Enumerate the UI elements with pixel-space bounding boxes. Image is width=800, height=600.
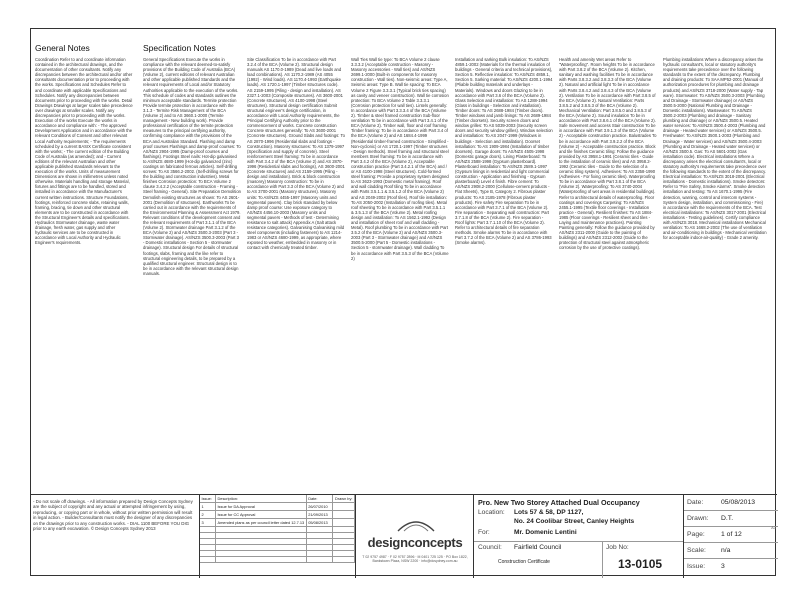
issue-row (684, 559, 778, 575)
page-row (684, 527, 778, 543)
spec-notes-column-6: Plumbing installations Where a discrepancy arises the hydraulic consultant's, local or statutory authority's requirements take precedence over the following standards to the extent of the discrepancy. Plumbing and draining products: To SAA MP52-2001 (Manual of authorization procedures for plumbing and drainage products) and AS/NZS 3718-2000 (Water supply - Tap ware). Stormwater: To AS/NZS 3500.3-2003 (Plumbing and Drainage - Stormwater drainage) or AS/NZS 3500.5-2000 (National Plumbing and Drainage - Domestic installations). Wastewater: To AS/NZS 3500.2-2003 (Plumbing and drainage - Sanitary plumbing and drainage) or AS/NZS 3500.5. Heated water services: To AS/NZS 3500.4-2003 (Plumbing and drainage - Heated water services) or AS/NZS 3500.5. Freshwater: To AS/NZS 3500.1-2003 (Plumbing and Drainage - Water services) and AS/NZS 3500.4-2003 (Plumbing and Drainage - Heated water services) or AS/NZS 3500.5. Gas: To AS 5601-2002 (Gas installation code). Electrical installations Where a discrepancy arises the electrical consultant's, local or statutory authority's requirements take precedence over the following standards to the extent of the discrepancy. Electrical installation: To AS/NZS 3018-2001 (Electrical installations - Domestic installations). Smoke detectors: Refer to "Fire Safety, Smoke Alarms". Smoke detection installation and testing: To AS 1670.1-1995 (Fire detection, warning, control and intercom systems - System design, installation, and commissioning - Fire) in accordance with the requirements of the BCA. Test electrical installations: To AS/NZS 3017-2001 (Electrical installations - Testing guidelines). Certify compliance with AS/NZS 3018. Mechanical installations Mechanical ventilation: To AS 1668.2-2002 (The use of ventilation and air-conditioning in buildings - Mechanical ventilation for acceptable indoor-air-quality) - Grade 2 amenity. (663, 57, 767, 241)
issue-date: 05/08/2013 (306, 519, 333, 527)
design-concepts-logo-icon (396, 515, 436, 533)
page-label: Page: (687, 531, 705, 538)
issue-number: 2 (200, 511, 215, 519)
table-row (200, 503, 355, 511)
sheet-size: A3 (771, 525, 776, 530)
general-notes-body: Coordination Refer to and coordinate information contained in the architectural drawings, and the documentation of other consultants. Notify any discrepancies between the architectural and/or other consultants documentation prior to proceeding with the works. Specifications and Schedules Refer to and coordinate with applicable Specifications and Schedules. Notify any discrepancies between documents prior to proceeding with the works. Detail Drawings Drawings at larger scales take precedence over drawings at smaller scales. Notify any discrepancies prior to proceeding with the works. Execution of the works Execute the works in accordance and compliance with: - The approved Development Application and in accordance with the relevant Conditions of Consent and other relevant Local Authority requirements; - The requirements scheduled by a current BASIX Certificate consistent with the works; - The current edition of the Building Code of Australia (as amended); and - Current editions of the relevant Australian and other applicable published standards relevant to the execution of the works. Units of measurement Dimensions are shown in millimetres unless noted otherwise. Materials handling and storage Material, fixtures and fittings are to be handled, stored and installed in accordance with the Manufacturer's current written instructions. Structure Foundations, footings, reinforced concrete slabs, retaining walls, framing, bracing, tie down and other structural elements are to be constructed in accordance with the Structural Engineer's details and specifications. Hydraulics Stormwater drainage, waste water drainage, fresh water, gas supply and other hydraulic services are to be constructed in accordance with Local Authority and Hydraulic Engineer's requirements. (35, 57, 133, 246)
firm-contact: T 02 9757 4987 · F 02 9757 2896 · M 0401 725 125 · PO Box 1822, Bankstown Plaza, NSW 2200 · info@dcsydney.com.au (362, 555, 468, 564)
issue-date: 26/07/2010 (306, 503, 333, 511)
scale-value: n/a (721, 547, 731, 554)
table-row (200, 511, 355, 519)
issue-drawn-by (333, 519, 355, 527)
issue-register (199, 495, 355, 578)
issue-drawn-by (333, 511, 355, 519)
issue-table (200, 495, 355, 563)
empty-cell (215, 557, 306, 563)
divider (602, 541, 603, 578)
issue-drawn-by (333, 503, 355, 511)
drawn-row (684, 511, 778, 527)
issue-number: 1 (200, 503, 215, 511)
table-row (200, 557, 355, 563)
table-row (200, 519, 355, 527)
firm-panel (355, 495, 473, 578)
drawn-label: Drawn: (687, 515, 709, 522)
drawing-sheet (30, 28, 776, 576)
date-col-header: Date: (306, 495, 333, 503)
empty-cell (306, 557, 333, 563)
location-line-2: No. 24 Coolibar Street, Canley Heights (514, 518, 635, 525)
issue-col-header: Issue: (200, 495, 215, 503)
drawn-by-col-header: Drawn by: (334, 496, 353, 501)
council-name: Fairfield Council (514, 544, 562, 551)
date-value: 05/08/2013 (721, 499, 756, 506)
location-label: Location: (478, 509, 505, 516)
spec-notes-column-4: Installation and sarking Bulk insulation: To AS/NZS 4859.1-2002 (Materials for the thermal insulation of buildings - General criteria and technical provisions), Section 5. Reflective insulation: To AS/NZS 4859.1, Section 5. Sarking material: To AS/NZS 4200.1-1994 (Pliable building materials and underlays - Materials). Windows and doors Glazing to be in accordance with Part 3.6 of the BCA (Volume 2). Glass Selection and installation: To AS 1288-1994 (Glass in buildings - Selection and installation). Timber doors: To AS 2688-1984 (Timber doors). Timber windows and jamb linings: To AS 2689-1984 (Timber doorsets). Security screen doors and window grilles: To AS 5039-2003 (Security screen doors and security window grilles). Window selection and installation: To AS 2047-1999 (Windows in buildings - Selection and installation). Doorset installation: To AS 1909-1984 (Installation of timber doorsets). Garage doors: To AS/NZS 4505-1998 (Domestic garage doors). Lining Plasterboard: To AS/NZS 2588-1998 (Gypsum plasterboard). Plasterboard installation: To AS/NZS 2589.1-1997 (Gypsum linings in residential and light commercial construction - Application and finishing - Gypsum plasterboard) Level 4 finish. Fibre cement: To AS/NZS 2908.2-2000 (Cellulose-cement products - Flat Sheets), Type B, Category 2. Fibrous plaster products: To AS 2185-1978 (Fibrous plaster products). Fire safety Fire separation To be in accordance with Part 3.7.1 of the BCA (Volume 2). Fire separation - Separating wall construction: Part 3.7.1.8 of the BCA (Volume 2). Fire separation - Roof lights: Part 3.7.1.10 of the BCA (Volume 2). Refer to architectural details of fire separation methods. Smoke alarms To be in accordance with Part 3.7.2 of the BCA (Volume 2) and AS 3786-1993 (Smoke alarms). (455, 57, 553, 246)
location-line-1: Lots 57 & 58, DP 1127, (514, 509, 584, 516)
general-drawing-notes: - Do not scale off drawings. - All information prepared by Design Concepts Sydney are the subject of copyright and any actual or attempted infringement by using, reproducing, or copying part or in whole, without prior written permission will result in legal action. - Builder/Consultants must notify the designer of any discrepancies on the drawings prior to any construction works. - DIAL 1100 BEFORE YOU DIG prior to any earth excavation. © Design Concepts Sydney 2013 (33, 499, 193, 532)
date-row (684, 495, 778, 511)
specification-notes-heading: Specification Notes (143, 43, 216, 53)
issue-description: Issue for CC Approval (215, 511, 306, 519)
title-block (31, 494, 777, 577)
spec-notes-column-2: Site Classification To be in accordance with Part 3.2.4 of the BCA (Volume 2). Structural design manuals AS 1170.0-1989 (Dead and live loads and load combinations). AS 1170.2-1989 (AS 4055 (1992) - Wind loads). AS 1170.4-1993 (Earthquake loads). AS 1720.1-1997 (Timber structures code). AS 2159-1995 (Piling - design and installation). AS 2327.1-2003 (Composite structures). AS 3600-2001 (Concrete structures). AS 4100-1998 (Steel structures). Structural design certification Submit structural engineer's design certification, in accordance with Local Authority requirements, the Principal Certifying Authority prior to the commencement of works. Concrete construction Concrete structures generally: To AS 3600-2001 (Concrete structures). Ground Slabs and footings: To AS 2870-1996 (Residential slabs and footings - Construction). Masonry structures: To AS 1379-1997 (Specification and supply of concrete). Steel reinforcement Steel framing: To be in accordance with Part 3.4.2 of the BCA (Volume 2) and AS 2870-1996 (Residential slabs and footings), AS 3600-2001 (Concrete structures) and AS 2159-1995 (Piling - design and installation). Brick & block construction (masonry) Masonry construction: To be in accordance with Part 3.3 of the BCA (Volume 2) and to AS 3700-2001 (Masonry structures). Masonry units: To AS/NZS 4455-1997 (Masonry units and segmental pavers). Clay brick standard by below damp proof course: Use exposure category to AS/NZS 4456.10-2003 (Masonry units and segmental pavers - Methods of test - Determining resistance to salt attack) Appendix A (Salt attack resistance categories). Galvanising Galvanising mild steel components (including fasteners) to AS 1214-1983 or AS/NZS 4680-1999, as appropriate, where exposed to weather, embedded in masonry or in contact with chemically treated timber. (247, 57, 345, 251)
project-title: Pro. New Two Storey Attached Dual Occupancy (478, 498, 640, 507)
spec-notes-column-3: Wall Ties Wall tie type: To BCA Volume 2 clause 3.3.3.2 (Acceptable construction - Masonry - Masonry accessories - Wall ties) and AS/NZS 2699.1-2000 (Built-in components for masonry construction - Wall ties). Non-seismic areas: Type A, Seismic areas: Type B. Wall tie spacing: To BCA Volume 2 Figure 3.3.3.1 (Typical brick ties spacing) as cavity and veneer construction). Wall tie corrosion protection: To BCA Volume 2 Table 3.3.3.1 (Corrosion protection for wall ties). Lintels generally: In accordance with Part 3.3.3.4 of the BCA (Volume 2). Timber & steel framed construction Sub-floor ventilation To be in accordance with Part 3.4.1 of the BCA (Volume 2). Timber wall, floor and roof framing Timber framing: To be in accordance with Part 3.4 of the BCA (Volume 2) and AS 1684.4-1999 (Residential timber-framed construction - Simplified - Non-cyclonic) or AS 1720.1-1997 (Timber structures - Design methods). Steel framing and structural steel members Steel framing: To be in accordance with Part 3.4.2 of the BCA (Volume 2), Acceptable construction practice (Part 3.4.2.1 of the BCA) and / or AS 4100-1998 (Steel structures). Cold-formed steel framing: Provide a proprietary system designed to AS 3623-1993 (Domestic metal framing). Roof and wall cladding Roof tiling To be in accordance with Parts 3.5.1.1 & 3.5.1.2 of the BCA (Volume 2) and AS 2049-2002 (Roof tiles). Roof tile installation: To AS 2050-2002 (Installation of roofing tiles). Metal roof sheeting To be in accordance with Part 3.5.1.1 & 3.5.1.3 of the BCA (Volume 2). Metal roofing design and installation: To AS 1562.1-1992 (Design and installation of sheet roof and wall cladding - Metal). Roof plumbing To be in accordance with Part 3.5.2 of the BCA (Volume 2) and AS/NZS 3500.3-2003 (Part 3 - Stormwater drainage) and AS/NZS 3500.5-2000 (Part 5 - Domestic installations - Section 5 - stormwater drainage). Wall cladding To be in accordance with Part 3.5.3 of the BCA (Volume 2) (351, 57, 449, 261)
issue-date: 21/09/2013 (306, 511, 333, 519)
job-number-label: Job No: (606, 544, 629, 551)
scale-label: Scale: (687, 547, 706, 554)
issue-table-header (200, 495, 355, 503)
empty-cell (333, 557, 355, 563)
stage: Construction Certificate (498, 559, 550, 565)
drawn-value: D.T. (721, 515, 734, 522)
client-name: Mr. Domenic Lentini (514, 529, 577, 536)
client-label: For: (478, 529, 490, 536)
issue-label: Issue: (687, 563, 706, 570)
job-number: 13-0105 (618, 557, 663, 571)
spec-notes-column-5: Health and amenity Wet areas Refer to "Waterproofing". Room heights To be in accordance with Part 3.8.2 of the BCA (Volume 2). Kitchen, sanitary and washing facilities To be in accordance with Parts 3.8.3.2 and 3.8.3.3 of the BCA (Volume 2). Natural and artificial light To be in accordance with Parts 3.8.4.2 and 3.8.4.3 of the BCA (Volume 2). Ventilation To be in accordance with Part 3.8.5 of the BCA (Volume 2). Natural Ventilation: Parts 3.8.5.2 and 3.8.5.3 of the BCA (Volume 2). Mechanical Ventilation: Part 3.8.5.0 and 3.8.5.3 of the BCA (Volume 2). Sound insulation To be in accordance with Part 3.8.6.1 of the BCA (Volume 2). Safe movement and access Stair construction To be in accordance with Part 3.9.1.3 of the BCA (Volume 2) - Acceptable construction practice. Balustrades To be in accordance with Part 3.9.2.2 of the BCA (Volume 2) - Acceptable construction practice. Block and tile finishes Ceramic tiling: Follow the guidance provided by AS 3958.1-1991 (Ceramic tiles - Guide to the installation of ceramic tiles) and AS 3958.2-1992 (Ceramic tiles - Guide to the selection of a ceramic tiling system). Adhesives: To AS 2358-1990 (Adhesives - For fixing ceramic tiles). Waterproofing To be in accordance with Part 3.8.1 of the BCA (Volume 2). Waterproofing: To AS 3740-2004 (Waterproofing of wet areas in residential buildings). Refer to architectural details of waterproofing. Floor coatings and coverings Carpeting: To AS/NZS 2455.1-1995 (Textile floor coverings - Installation practice - General). Resilient finishes: To AS 1884-1985 (Floor coverings - Resilient sheet and tiles - Laying and maintenance practices). Painting Painting generally: Follow the guidance provided by AS/NZS 2311-2000 (Guide to the painting of buildings) and AS/NZS 2312-2002 (Guide to the protection of structural steel against atmospheric corrosion by the use of protective coatings). (559, 57, 657, 251)
date-label: Date: (687, 499, 704, 506)
general-notes-heading: General Notes (35, 43, 90, 53)
project-panel (473, 495, 683, 578)
sheet-metadata (683, 495, 777, 578)
issue-description: Issue for DA Approval (215, 503, 306, 511)
empty-cell (200, 557, 215, 563)
scale-row (684, 543, 778, 559)
issue-number: 3 (200, 519, 215, 527)
page-value: 1 of 12 (721, 531, 742, 538)
council-label: Council: (478, 544, 502, 551)
issue-description: Amended plans as per council letter dated 12.7.13 (217, 520, 305, 525)
description-col-header: Description: (215, 495, 306, 503)
firm-name: designconcepts (367, 535, 463, 550)
spec-notes-column-1: General Specifications Execute the works in compliance with the relevant deemed-to-satisfy provisions of the Building Code of Australia (BCA) (Volume 2), current editions of relevant Australian and other applicable published Standards and the relevant requirements of Local and/or Statutory Authorities applicable to the execution of the works. This schedule of codes and standards outlines the minimum acceptable standards. Termite protection Provide termite protection in accordance with the 3.1.3 - Termite Risk Management of the BCA (Volume 2) and to AS 3660.1-2000 (Termite management - New building work). Provide professional certification of the termite protection measures to the principal certifying authority, confirming compliance with the provisions of the BCA and Australian Standard. Flashing and damp proof courses Flashings and damp-proof courses: To AS/NZS 2904-1995 (Damp-proof courses and flashings). Footings Steel nails: Hot-dip galvanised to AS/NZS 4680-1999 (Hot-dip galvanized (zinc) coatings on fabricated ferrous articles). Self-drilling screws: To AS 3566.2-2002. (Self-drilling screws for the building and construction industries). Metal finishes Corrosion protection: To BCA Volume 2 clause 3.4.2.2 (Acceptable construction - Framing - Steel framing - General). Site Preparation Demolition Demolish existing structures as shown: To AS 2601-2001 (Demolition of structures). Earthworks To be carried out in accordance with the requirements of the Environmental Planning & Assessment Act 1979. Relevant conditions of the development consent and the relevant requirements of Part 3.1.1 of the BCA (Volume 2). Stormwater drainage Part 3.1.2 of the BCA (Volume 2) and AS/NZS 3500.3-2003 (Part 3 - Stormwater drainage). AS/NZS 3500.3-2003 (Part 3 - Domestic installations - Section 5 - stormwater drainage). Structural design For details of structural footings, slabs, framing and the like refer to structural engineering details, to be prepared by a qualified structural engineer. Structural design is to be in accordance with the relevant structural design manuals. (143, 57, 241, 276)
issue-value: 3 (721, 563, 725, 570)
divider (474, 541, 684, 542)
